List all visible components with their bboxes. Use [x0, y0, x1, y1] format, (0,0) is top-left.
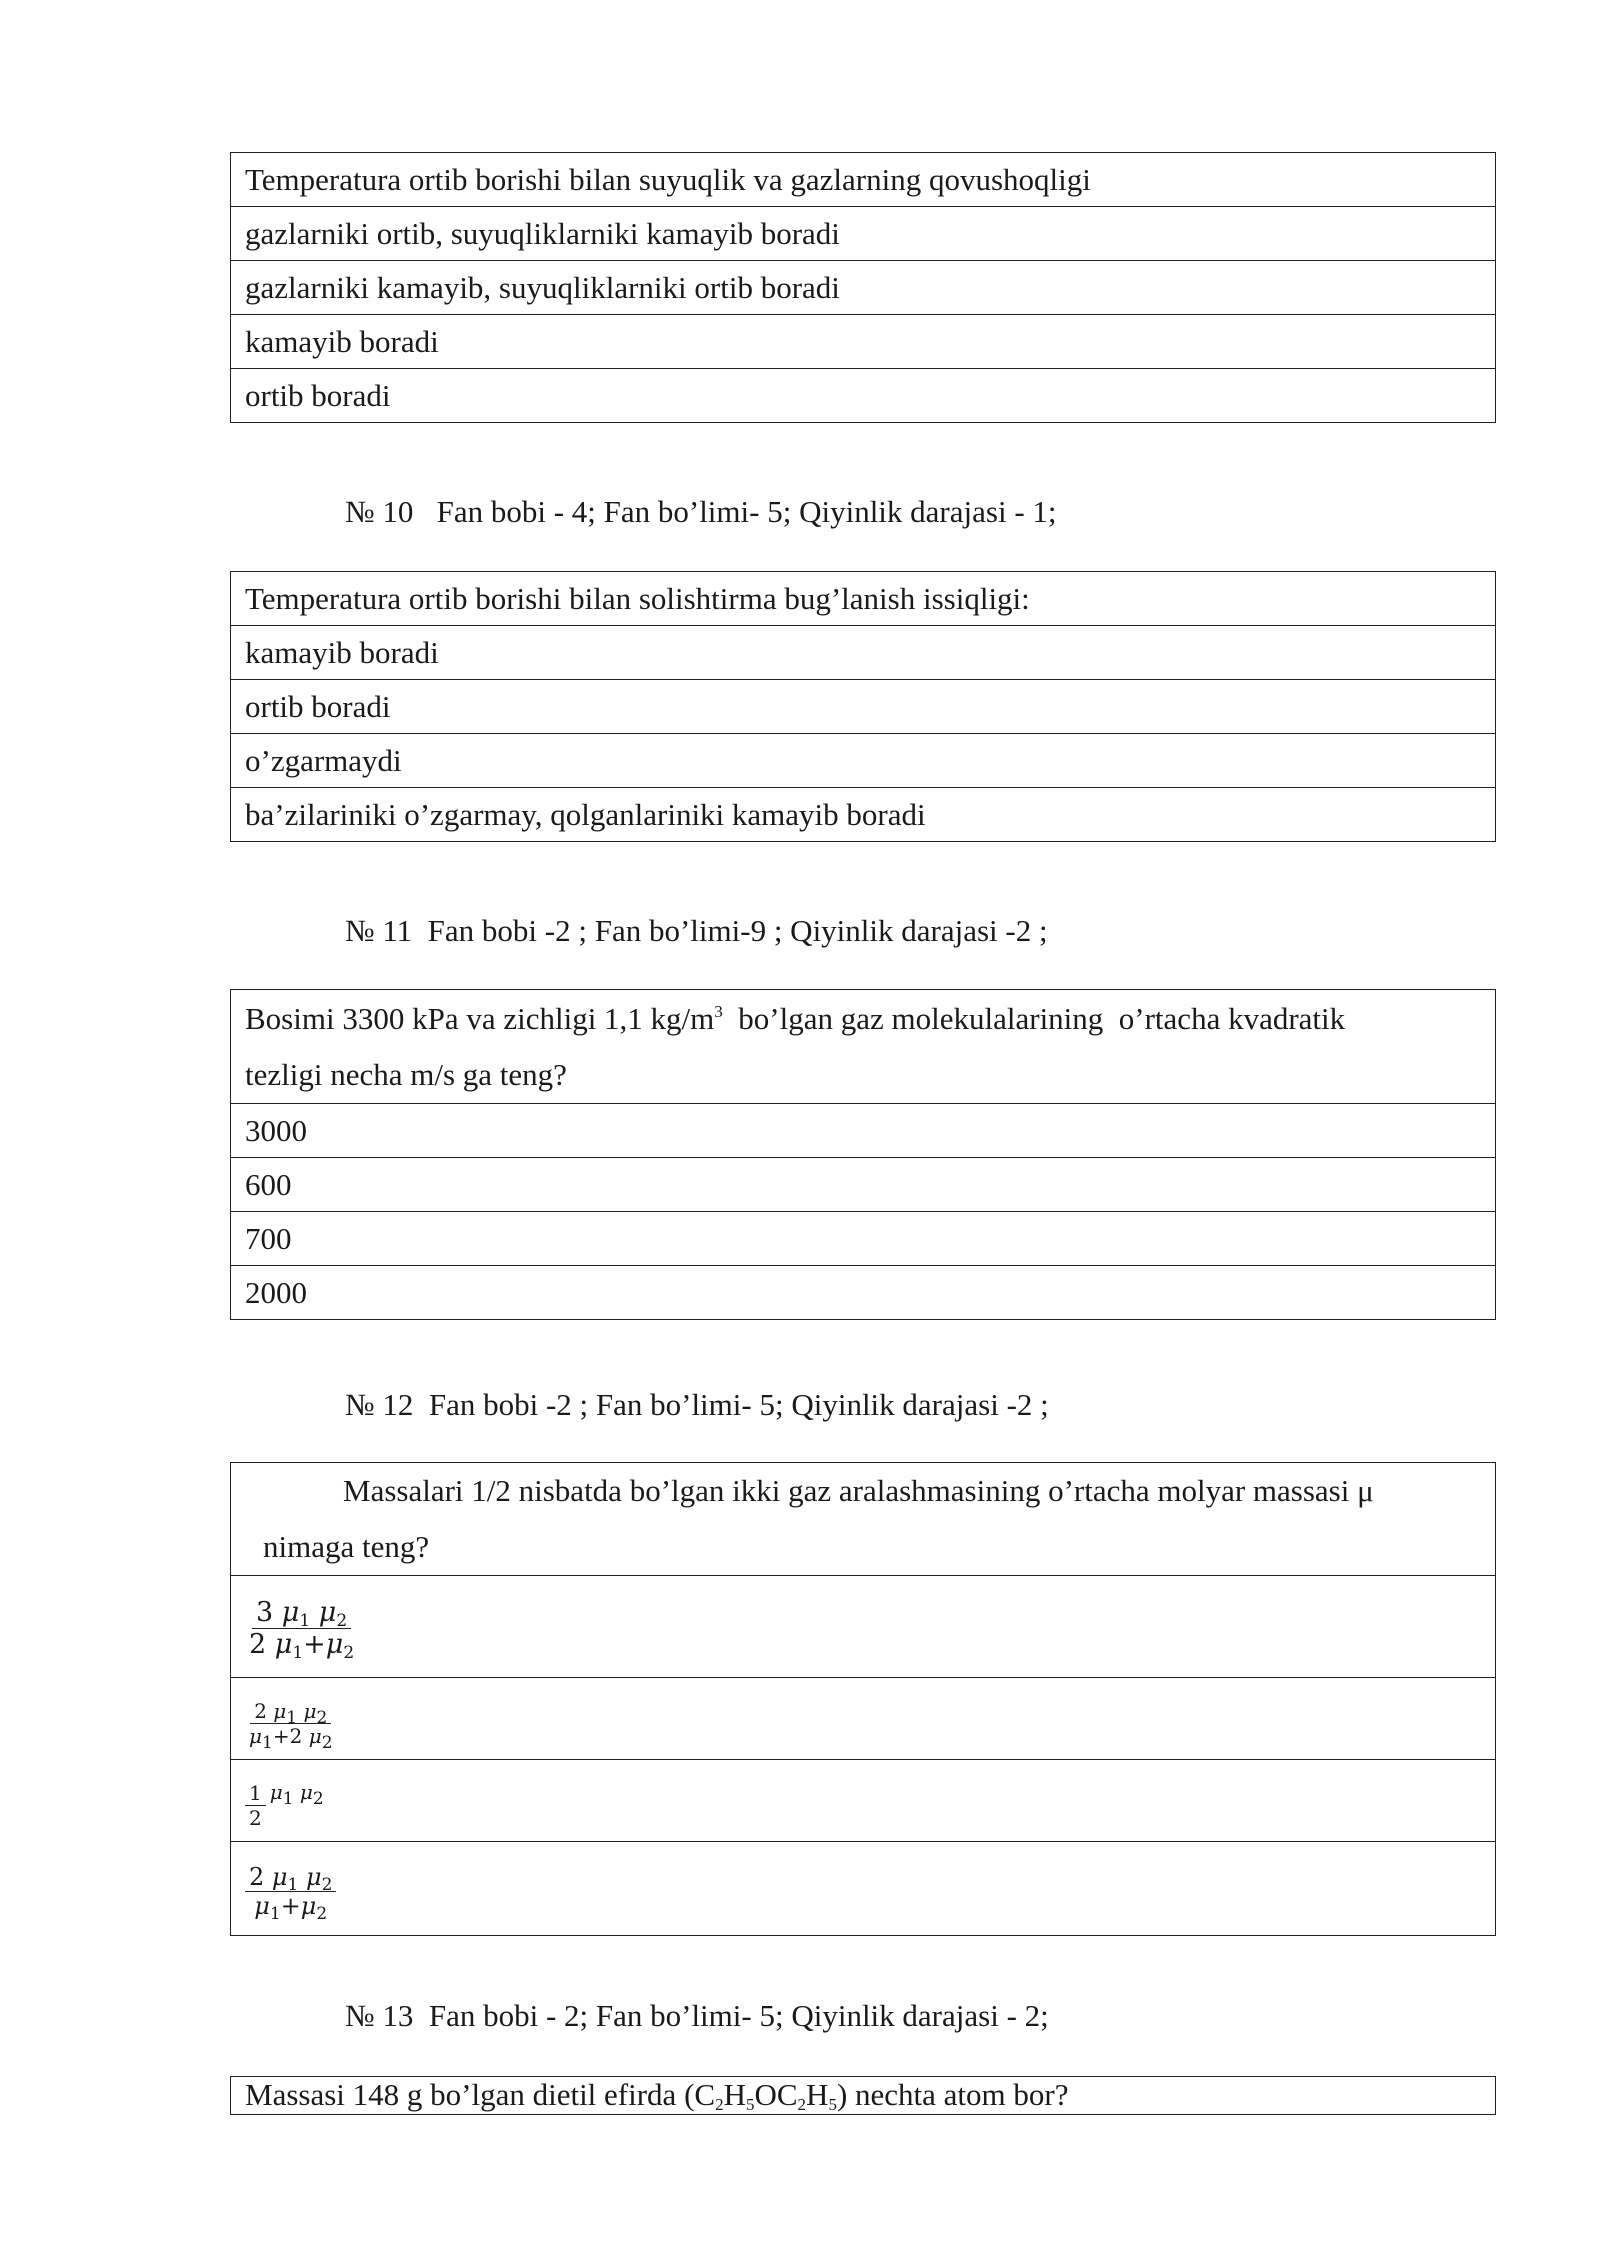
q12-option-4: [231, 1842, 1496, 1936]
q12-opt2-den-coef: 2: [289, 1723, 303, 1748]
question-12-text: [231, 1463, 1496, 1576]
q9-option-1: gazlarniki ortib, suyuqliklarniki kamayib boradi: [231, 207, 1496, 261]
question-13-text: [231, 2077, 1496, 2115]
question-12-table: [230, 1462, 1496, 1936]
question-13-table: [230, 2076, 1496, 2115]
question-12-heading: № 12 Fan bobi -2 ; Fan bo’limi- 5; Qiyinlik darajasi -2 ;: [345, 1387, 1049, 1422]
q12-option-2: [231, 1678, 1496, 1760]
q11-option-2: 600: [231, 1158, 1496, 1212]
q10-option-3: o’zgarmaydi: [231, 734, 1496, 788]
question-11-text: [231, 990, 1496, 1104]
q12-option-3-mu: $\mu_1$ $\mu_2$: [269, 1780, 324, 1810]
question-9-table: [230, 152, 1496, 423]
q12-option-1: [231, 1576, 1496, 1678]
q13-sub: 5: [745, 2095, 755, 2114]
q12-opt3-den: 2: [249, 1805, 262, 1830]
q9-option-3: kamayib boradi: [231, 315, 1496, 369]
question-11-heading: № 11 Fan bobi -2 ; Fan bo’limi-9 ; Qiyinlik darajasi -2 ;: [345, 913, 1048, 948]
q13-sub: 5: [828, 2095, 837, 2114]
question-13-heading: № 13 Fan bobi - 2; Fan bo’limi- 5; Qiyinlik darajasi - 2;: [345, 1998, 1049, 2033]
q9-option-4: ortib boradi: [231, 369, 1496, 423]
q10-option-4: ba’zilariniki o’zgarmay, qolganlariniki kamayib boradi: [231, 788, 1496, 842]
question-10-text: Temperatura ortib borishi bilan solishtirma bug’lanish issiqligi:: [231, 572, 1496, 626]
q12-opt2-coef: 2: [254, 1698, 267, 1723]
q11-option-1: 3000: [231, 1104, 1496, 1158]
q12-opt1-coef: 3: [256, 1597, 274, 1628]
q11-option-3: 700: [231, 1212, 1496, 1266]
q11-text-part1: Bosimi 3300 kPa va zichligi 1,1 kg/m: [245, 1001, 715, 1036]
q11-text-part2: bo’lgan gaz molekulalarining o’rtacha kvadratik: [722, 1001, 1346, 1036]
q12-option-4-formula: $\frac{2 \mu_1 \mu_2}{\mu_1+\mu_2}$: [245, 1863, 336, 1920]
q10-option-1: kamayib boradi: [231, 626, 1496, 680]
q12-opt1-den-coef: 2: [249, 1629, 267, 1660]
q12-opt3-num: 1: [245, 1781, 266, 1806]
q9-option-2: gazlarniki kamayib, suyuqliklarniki ortib boradi: [231, 261, 1496, 315]
q12-text-line1: Massalari 1/2 nisbatda bo’lgan ikki gaz aralashmasining o’rtacha molyar massasi μ: [343, 1473, 1374, 1508]
q13-formula-oc: OC: [754, 2077, 798, 2112]
question-10-heading: № 10 Fan bobi - 4; Fan bo’limi- 5; Qiyinlik darajasi - 1;: [345, 494, 1057, 529]
q13-formula-h: H: [723, 2077, 746, 2112]
q13-text-part2: ) nechta atom bor?: [836, 2077, 1069, 2112]
question-9-text: Temperatura ortib borishi bilan suyuqlik va gazlarning qovushoqligi: [231, 153, 1496, 207]
q13-text-part1: Massasi 148 g bo’lgan dietil efirda (C: [245, 2077, 716, 2112]
q13-sub: 2: [797, 2095, 807, 2114]
q11-text-line2: tezligi necha m/s ga teng?: [245, 1057, 567, 1092]
q13-sub: 2: [715, 2095, 724, 2114]
q10-option-2: ortib boradi: [231, 680, 1496, 734]
question-11-table: [230, 989, 1496, 1320]
q11-superscript: 3: [714, 1002, 723, 1021]
q12-text-line2: nimaga teng?: [263, 1529, 430, 1564]
q13-formula-h: H: [806, 2077, 829, 2112]
q12-option-3-fraction: [245, 1781, 266, 1830]
q12-option-1-formula: $\frac{3 \mu_1 \mu_2}{2 \mu_1+\mu_2}$: [249, 1597, 355, 1663]
q11-option-4: 2000: [231, 1266, 1496, 1320]
q12-opt4-coef: 2: [249, 1863, 265, 1891]
q12-option-3: [231, 1760, 1496, 1842]
question-10-table: [230, 571, 1496, 842]
q12-option-2-formula: $\frac{2 \mu_1 \mu_2}{\mu_1+2 \mu_2}$: [249, 1698, 333, 1753]
